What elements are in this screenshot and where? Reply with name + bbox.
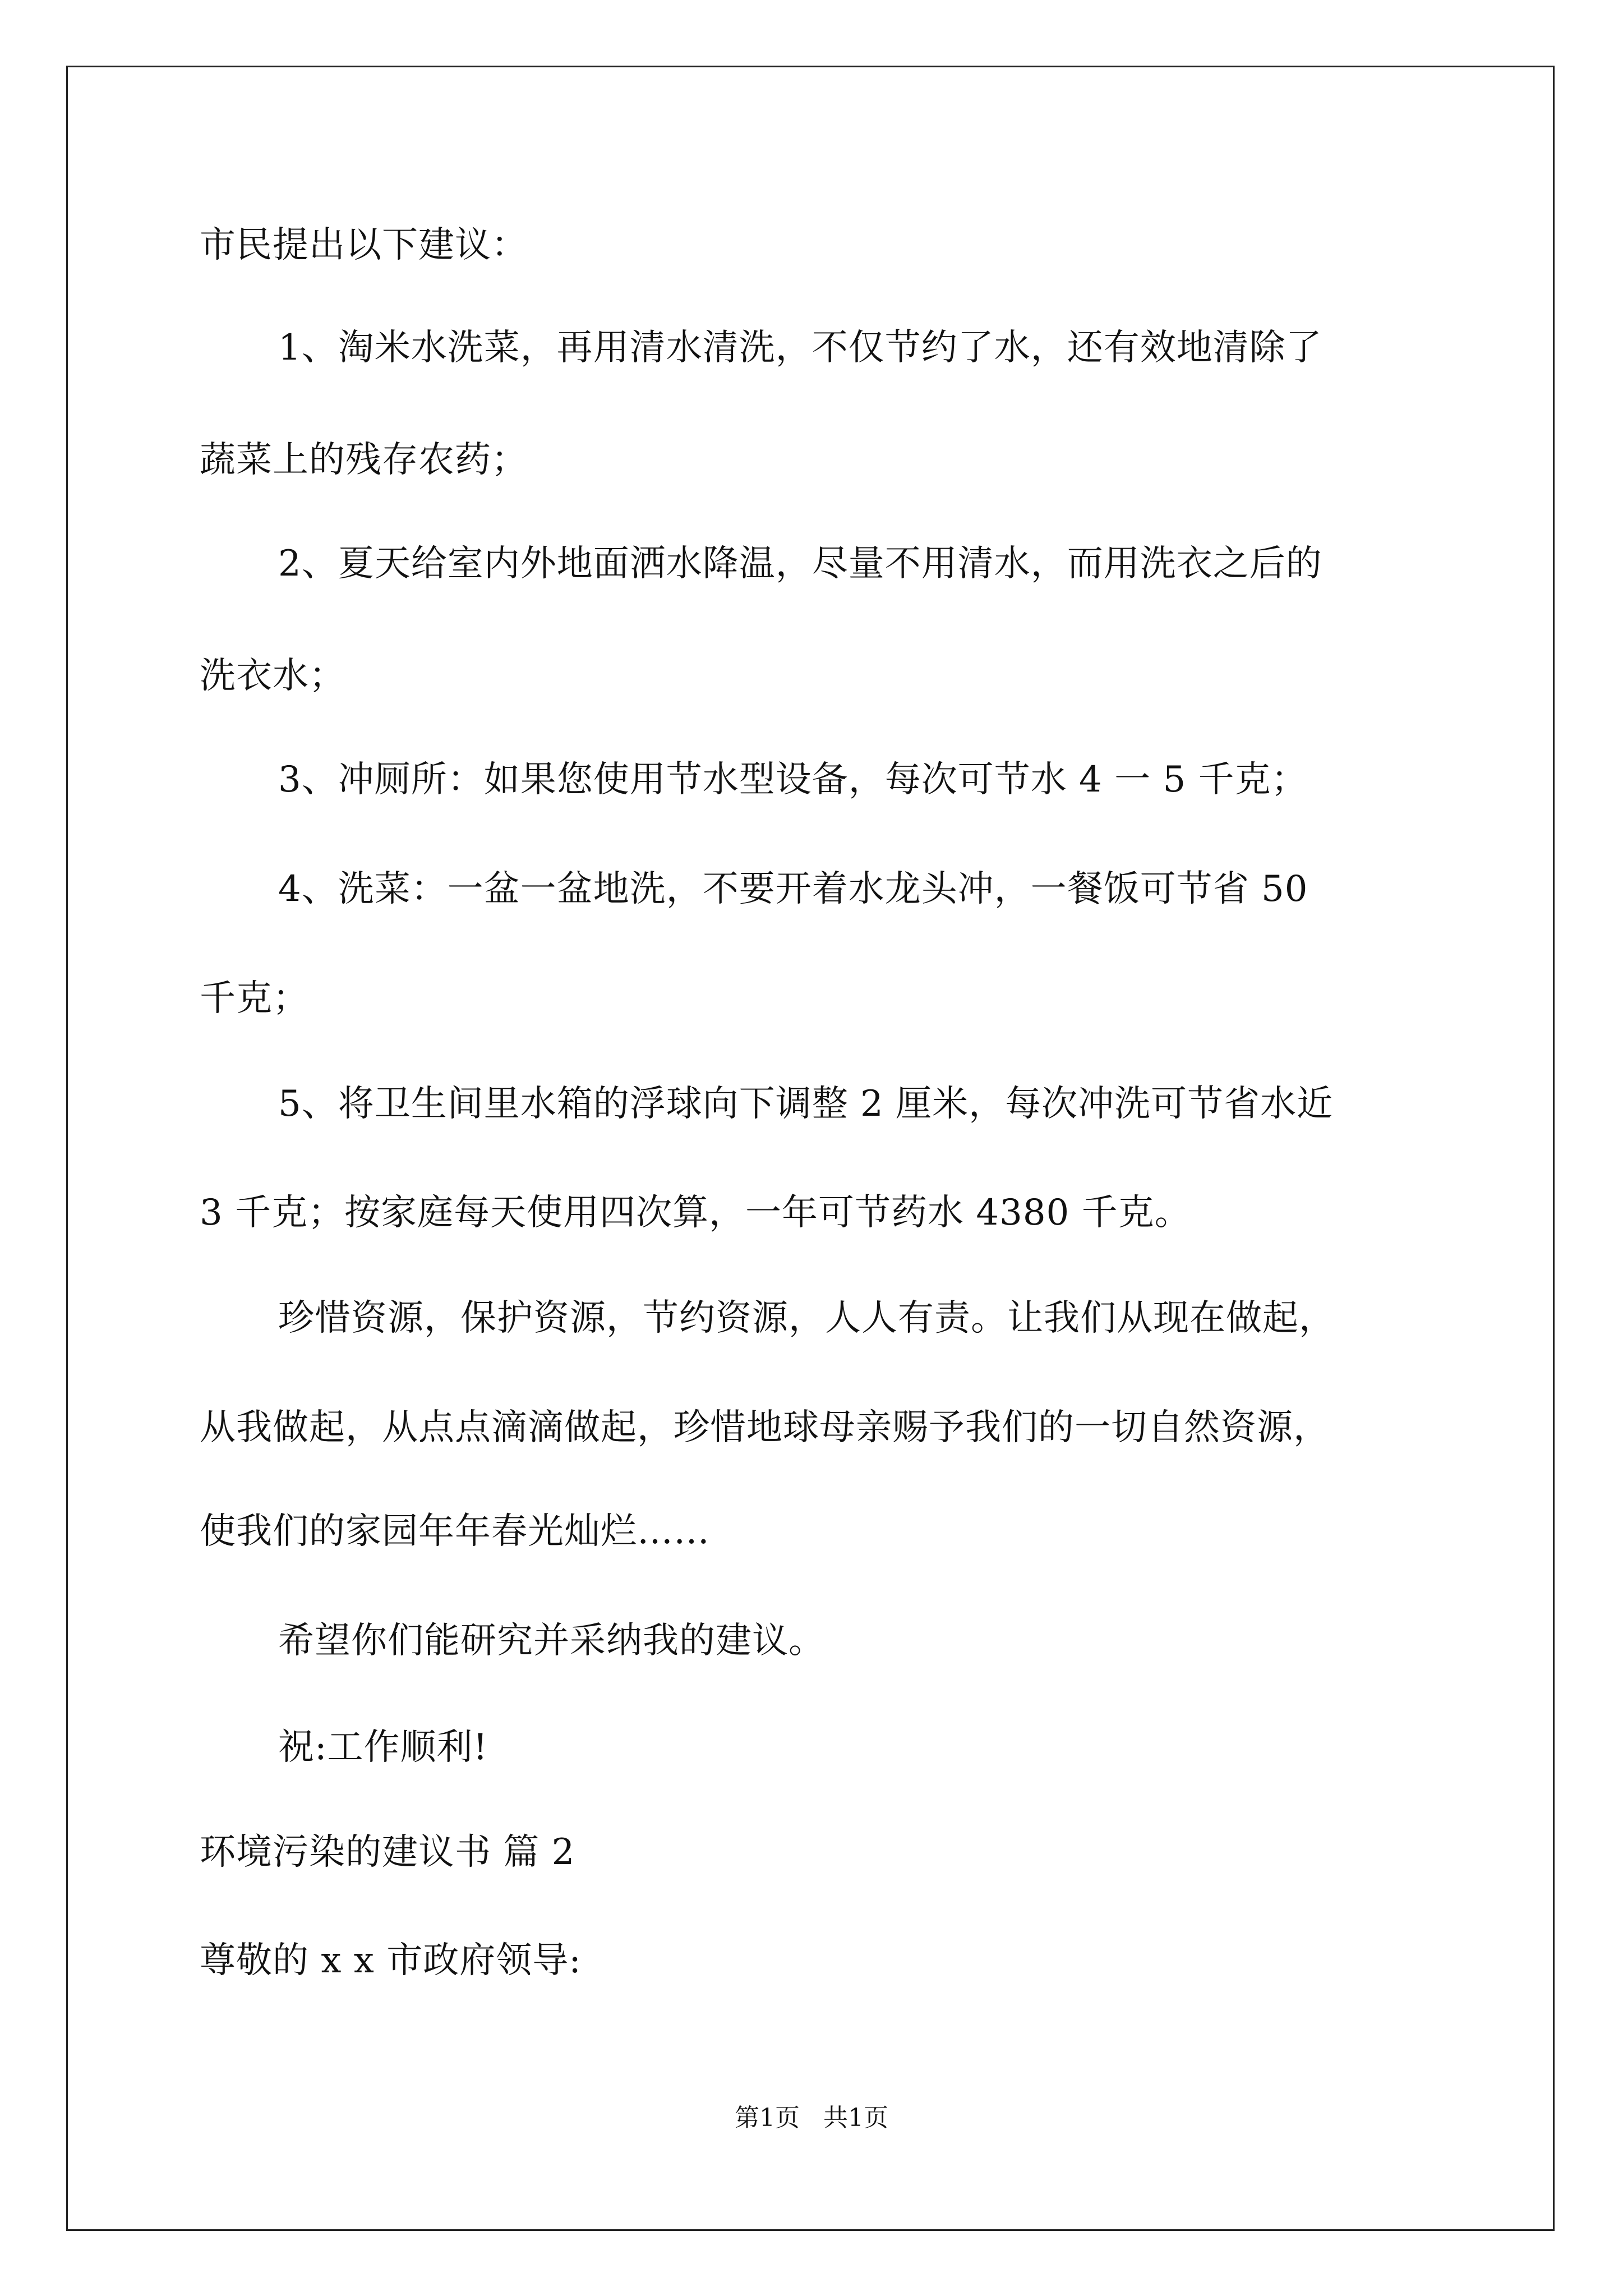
text-line-15: 祝:工作顺利! [278,1727,488,1768]
text-line-7: 4、洗菜：一盆一盆地洗，不要开着水龙头冲，一餐饭可节省 50 [278,868,1308,910]
text-line-10: 3 千克；按家庭每天使用四次算，一年可节药水 4380 千克。 [200,1192,1191,1234]
text-line-1: 市民提出以下建议： [200,224,528,266]
text-line-14: 希望你们能研究并采纳我的建议。 [278,1620,825,1662]
page-border [66,66,1555,2231]
text-line-5: 洗衣水； [200,655,345,697]
text-line-2: 1、淘米水洗菜，再用清水清洗，不仅节约了水，还有效地清除了 [278,327,1322,369]
salutation: 尊敬的 x x 市政府领导: [200,1940,582,1981]
section-heading: 环境污染的建议书 篇 2 [200,1832,575,1873]
text-line-11: 珍惜资源，保护资源，节约资源，人人有责。让我们从现在做起， [278,1297,1335,1339]
text-line-4: 2、夏天给室内外地面洒水降温，尽量不用清水，而用洗衣之后的 [278,543,1322,585]
text-line-3: 蔬菜上的残存农药； [200,439,528,481]
page-footer: 第1页 共1页 [735,2104,888,2132]
text-line-8: 千克； [200,978,309,1019]
text-line-12: 从我做起，从点点滴滴做起，珍惜地球母亲赐予我们的一切自然资源， [200,1407,1330,1448]
text-line-13: 使我们的家园年年春光灿烂…… [200,1511,710,1552]
text-line-6: 3、冲厕所：如果您使用节水型设备，每次可节水 4 一 5 千克； [278,759,1308,800]
text-line-9: 5、将卫生间里水箱的浮球向下调整 2 厘米，每次冲洗可节省水近 [278,1083,1334,1125]
